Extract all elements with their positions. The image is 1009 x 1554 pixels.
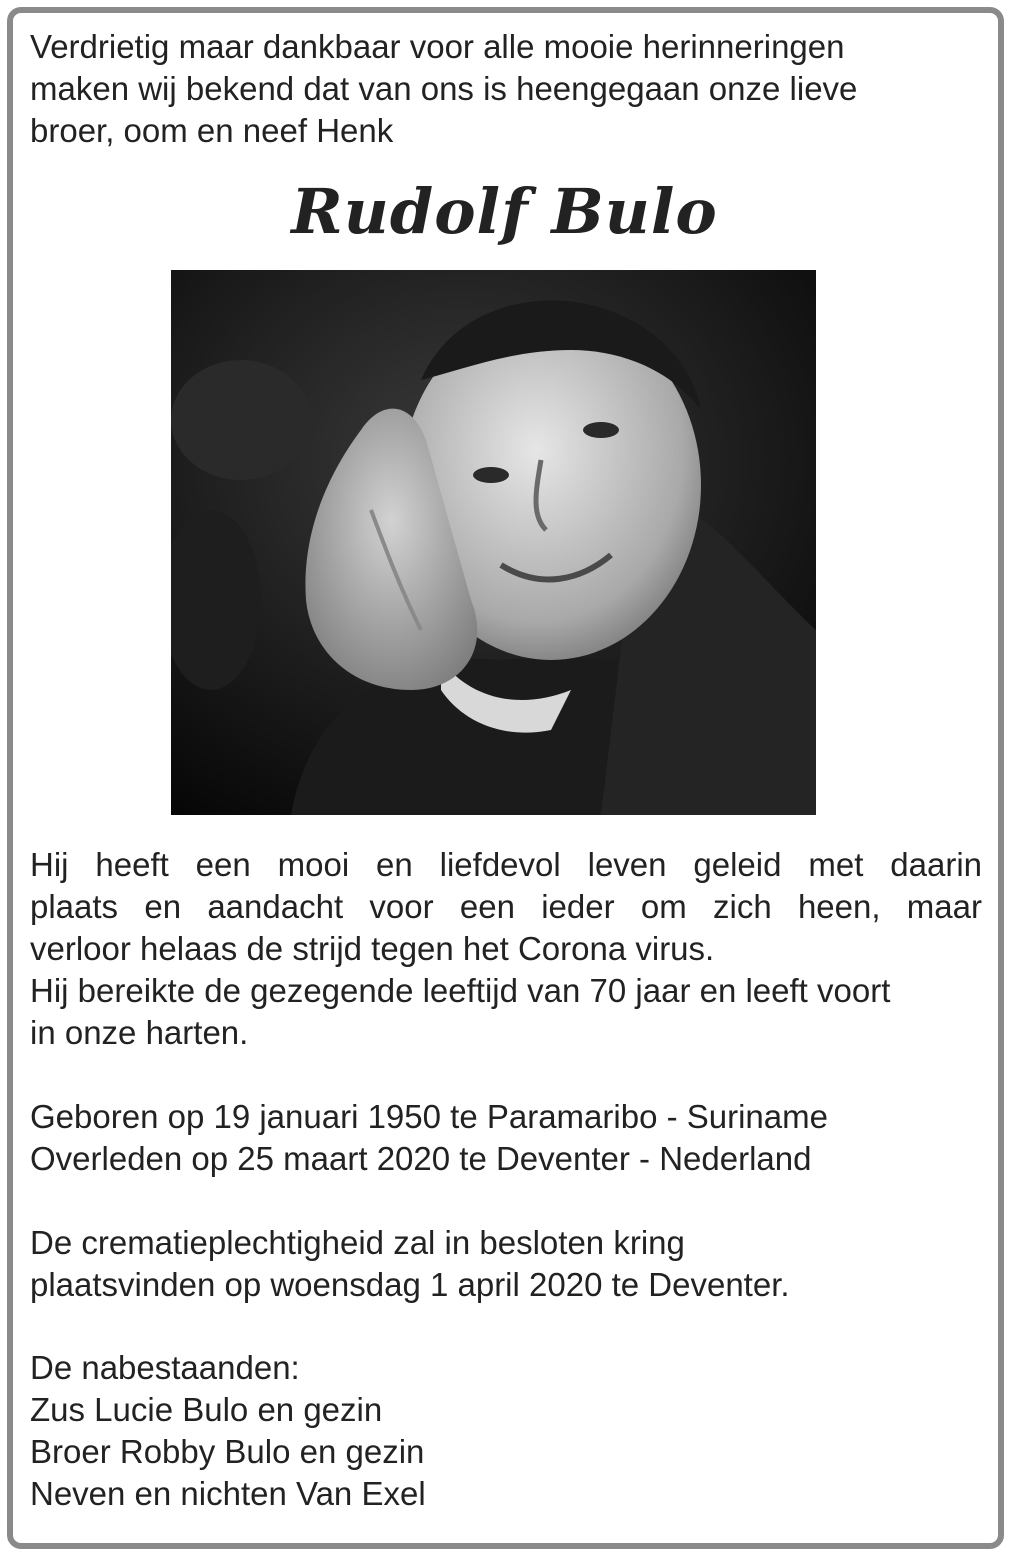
story-line: verloor helaas de strijd tegen het Corona virus. bbox=[30, 930, 715, 967]
survivors-list bbox=[30, 1347, 980, 1515]
story-line: Hij heeft een mooi en liefdevol leven geleid met daarin bbox=[30, 846, 982, 883]
intro-line: maken wij bekend dat van ons is heengegaan onze lieve bbox=[30, 70, 858, 107]
birth-date: Geboren op 19 januari 1950 te Paramaribo - Suriname bbox=[30, 1098, 828, 1135]
death-date: Overleden op 25 maart 2020 te Deventer - Nederland bbox=[30, 1140, 812, 1177]
list-item: Zus Lucie Bulo en gezin bbox=[30, 1391, 383, 1428]
cremation-line: plaatsvinden op woensdag 1 april 2020 te Deventer. bbox=[30, 1266, 790, 1303]
life-dates bbox=[30, 1096, 980, 1180]
story-line: Hij bereikte de gezegende leeftijd van 70 jaar en leeft voort bbox=[30, 972, 891, 1009]
portrait-photo-icon bbox=[171, 270, 816, 815]
intro-line: Verdrietig maar dankbaar voor alle mooie herinneringen bbox=[30, 28, 845, 65]
list-item: Neven en nichten Van Exel bbox=[30, 1475, 426, 1512]
survivors-heading: De nabestaanden: bbox=[30, 1349, 300, 1386]
deceased-name: Rudolf Bulo bbox=[291, 175, 718, 248]
cremation-notice bbox=[30, 1222, 980, 1306]
portrait-photo bbox=[171, 270, 816, 815]
intro-text bbox=[30, 26, 980, 152]
intro-line: broer, oom en neef Henk bbox=[30, 112, 394, 149]
story-line: in onze harten. bbox=[30, 1014, 249, 1051]
story-line: plaats en aandacht voor een ieder om zich heen, maar bbox=[30, 888, 982, 925]
cremation-line: De crematieplechtigheid zal in besloten kring bbox=[30, 1224, 685, 1261]
list-item: Broer Robby Bulo en gezin bbox=[30, 1433, 425, 1470]
life-story bbox=[30, 844, 982, 1054]
